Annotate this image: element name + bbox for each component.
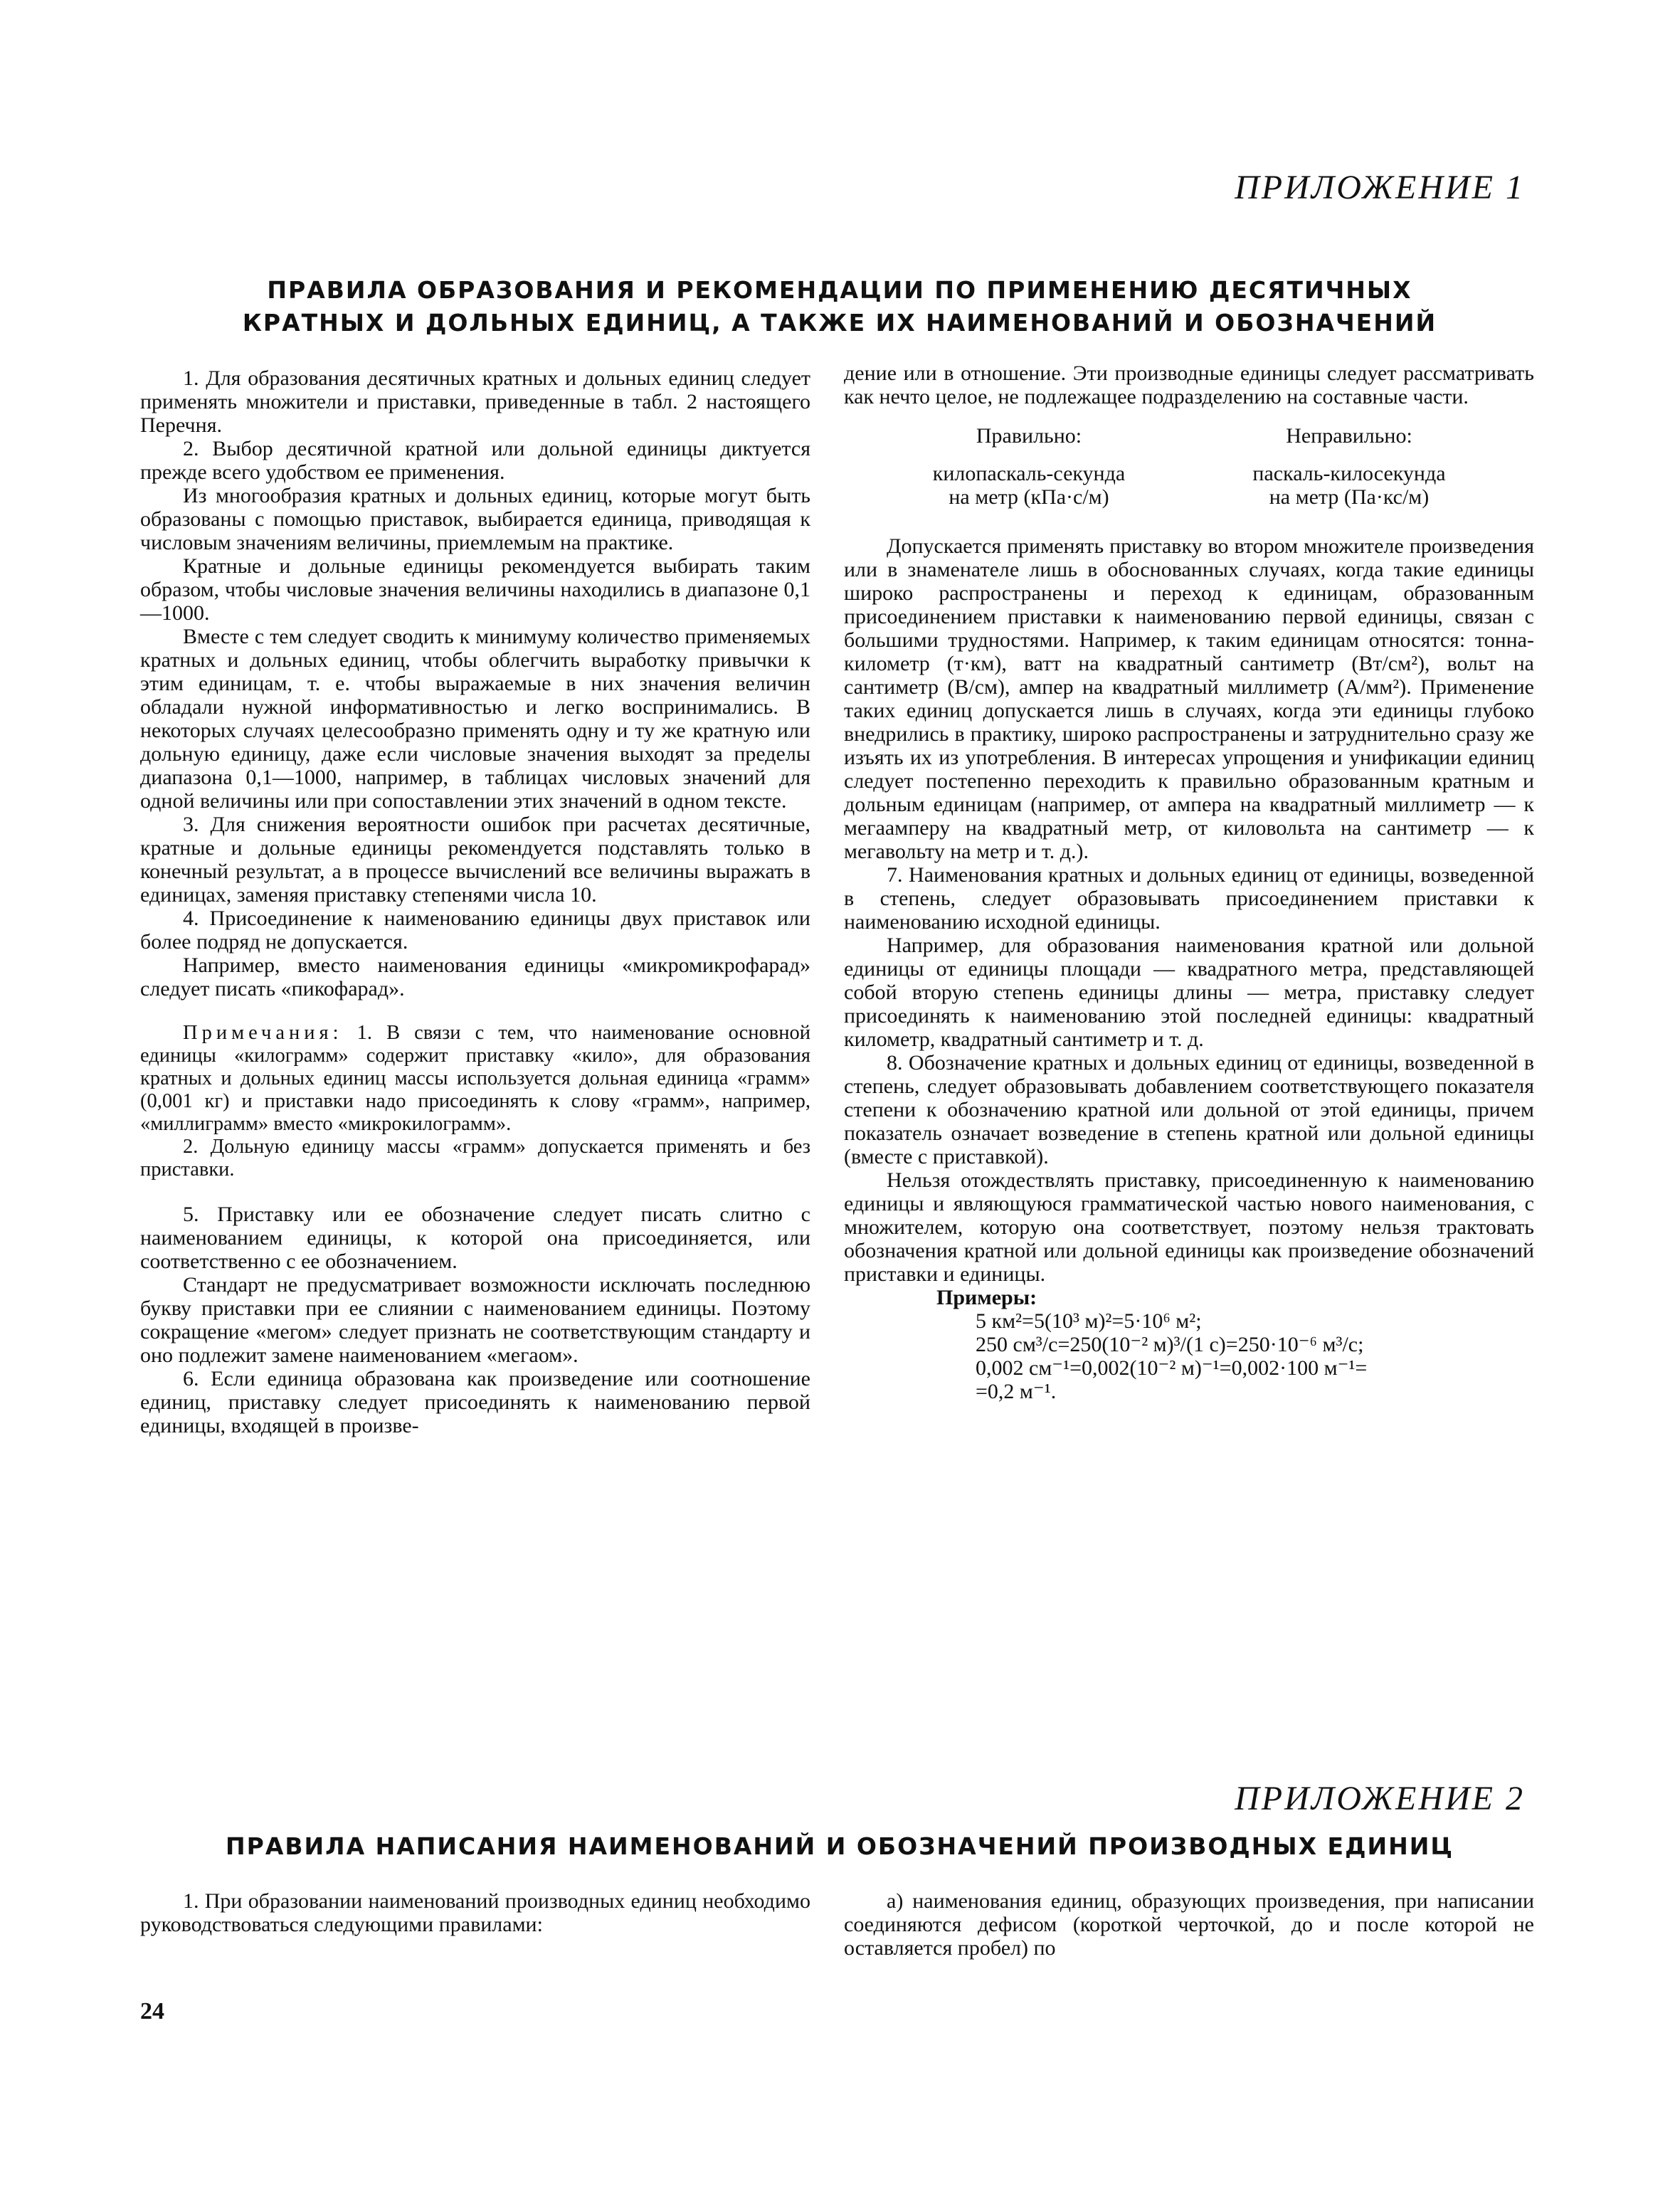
- paragraph: 7. Наименования кратных и дольных единиц от единицы, возведенной в степень, следует образовывать присоединением приставки к наименованию исходной единицы.: [844, 863, 1534, 934]
- notes-label: Примечания:: [183, 1022, 343, 1044]
- paragraph: Например, для образования наименования кратной или дольной единицы от единицы площади — квадратного метра, представляющей собой вторую степень единицы длины — метра, приставку следует присоединять к наименованию этой последней единицы: квадратный километр, квадратный сантиметр и т. д.: [844, 934, 1534, 1051]
- note-1: [140, 1022, 810, 1136]
- paragraph: дение или в отношение. Эти производные единицы следует рассматривать как нечто целое, не подлежащее подразделению на составные части.: [844, 361, 1534, 408]
- example-line: 5 км²=5(10³ м)²=5·10⁶ м²;: [976, 1309, 1202, 1333]
- incorrect-line-2: на метр (Па·кс/м): [1269, 485, 1430, 509]
- paragraph: 8. Обозначение кратных и дольных единиц от единицы, возведенной в степень, следует образовывать добавлением соответствующего показателя степени к обозначению кратной или дольной от этой единицы, причем показатель означает возведение в степень кратной или дольной единицы (вместе с приставкой).: [844, 1051, 1534, 1168]
- right-column: [844, 361, 1534, 1403]
- paragraph: Кратные и дольные единицы рекомендуется выбирать таким образом, чтобы числовые значения величины находились в диапазоне 0,1—1000.: [140, 554, 810, 625]
- incorrect-example: [1193, 424, 1506, 509]
- appendix-1-title-line-1: ПРАВИЛА ОБРАЗОВАНИЯ И РЕКОМЕНДАЦИИ ПО ПРИМЕНЕНИЮ ДЕСЯТИЧНЫХ: [267, 276, 1412, 304]
- appendix-2-left-column: [140, 1889, 810, 1936]
- paragraph: 1. При образовании наименований производных единиц необходимо руководствоваться следующими правилами:: [140, 1889, 810, 1936]
- comparison-block: [872, 424, 1506, 509]
- appendix-1-title-line-2: КРАТНЫХ И ДОЛЬНЫХ ЕДИНИЦ, А ТАКЖЕ ИХ НАИМЕНОВАНИЙ И ОБОЗНАЧЕНИЙ: [242, 309, 1437, 337]
- paragraph: Например, вместо наименования единицы «микромикрофарад» следует писать «пикофарад».: [140, 954, 810, 1000]
- paragraph: 5. Приставку или ее обозначение следует писать слитно с наименованием единицы, к которой она присоединяется, или соответственно с ее обозначением.: [140, 1203, 810, 1273]
- paragraph: 6. Если единица образована как произведение или соотношение единиц, приставку следует присоединять к наименованию первой единицы, входящей в произве-: [140, 1367, 810, 1437]
- left-column: [140, 366, 810, 1437]
- paragraph: Нельзя отождествлять приставку, присоединенную к наименованию единицы и являющуюся грамматической частью нового наименования, с множителем, которую она соответствует, поэтому нельзя трактовать обозначения кратной или дольной единицы как произведение обозначений приставки и единицы.: [844, 1168, 1534, 1286]
- appendix-2-label: ПРИЛОЖЕНИЕ 2: [1235, 1780, 1525, 1817]
- correct-header: Правильно:: [976, 424, 1082, 448]
- incorrect-line-1: паскаль-килосекунда: [1252, 462, 1446, 485]
- appendix-2-right-column: [844, 1889, 1534, 1960]
- example-line: 0,002 см⁻¹=0,002(10⁻² м)⁻¹=0,002·100 м⁻¹=: [976, 1356, 1368, 1380]
- appendix-2-title: ПРАВИЛА НАПИСАНИЯ НАИМЕНОВАНИЙ И ОБОЗНАЧЕНИЙ ПРОИЗВОДНЫХ ЕДИНИЦ: [226, 1832, 1454, 1860]
- paragraph: а) наименования единиц, образующих произведения, при написании соединяются дефисом (короткой черточкой, до и после которой не оставляется пробел) по: [844, 1889, 1534, 1960]
- appendix-1-label: ПРИЛОЖЕНИЕ 1: [1235, 169, 1525, 206]
- example-line: =0,2 м⁻¹.: [976, 1380, 1057, 1403]
- examples-header: Примеры:: [936, 1286, 1037, 1309]
- page-number: 24: [140, 1998, 164, 2024]
- note-2: 2. Дольную единицу массы «грамм» допускается применять и без приставки.: [140, 1136, 810, 1181]
- paragraph: Из многообразия кратных и дольных единиц, которые могут быть образованы с помощью приставок, выбирается единица, приводящая к числовым значениям величины, приемлемым на практике.: [140, 484, 810, 554]
- appendix-1-title: [114, 274, 1565, 339]
- paragraph: 4. Присоединение к наименованию единицы двух приставок или более подряд не допускается.: [140, 907, 810, 954]
- paragraph: Вместе с тем следует сводить к минимуму количество применяемых кратных и дольных единиц, чтобы облегчить выработку привычки к этим единицам, т. е. чтобы выражаемые в них значения величин обладали нужной информативностью и легко воспринимались. В некоторых случаях целесообразно применять одну и ту же кратную или дольную единицу, даже если числовые значения выходят за пределы диапазона 0,1—1000, например, в таблицах числовых значений для одной величины или при сопоставлении этих значений в одном тексте.: [140, 625, 810, 813]
- notes-block: [140, 1022, 810, 1181]
- paragraph: 3. Для снижения вероятности ошибок при расчетах десятичные, кратные и дольные единицы рекомендуется подставлять только в конечный результат, а в процессе вычислений все величины выражать в единицах, заменяя приставку степенями числа 10.: [140, 813, 810, 907]
- paragraph: Допускается применять приставку во втором множителе произведения или в знаменателе лишь в обоснованных случаях, когда такие единицы широко распространены и переход к единицам, образованным присоединением приставки к наименованию первой единицы, связан с большими трудностями. Например, к таким единицам относятся: тонна-километр (т·км), ватт на квадратный сантиметр (Вт/см²), вольт на сантиметр (В/см), ампер на квадратный миллиметр (А/мм²). Применение таких единиц допускается лишь в случаях, когда эти единицы глубоко внедрились в практику, широко распространены и затруднительно сразу же изъять их из употребления. В интересах упрощения и унификации единиц следует постепенно переходить к правильно образованным кратным и дольным единицам (например, от ампера на квадратный миллиметр — к мегаамперу на квадратный метр, от киловольта на сантиметр — к мегавольту на метр и т. д.).: [844, 534, 1534, 863]
- correct-line-1: килопаскаль-секунда: [932, 462, 1126, 485]
- paragraph: 1. Для образования десятичных кратных и дольных единиц следует применять множители и приставки, приведенные в табл. 2 настоящего Перечня.: [140, 366, 810, 437]
- correct-line-2: на метр (кПа·с/м): [949, 485, 1109, 509]
- paragraph: Стандарт не предусматривает возможности исключать последнюю букву приставки при ее слиянии с наименованием единицы. Поэтому сокращение «мегом» следует признать не соответствующим стандарту и оно подлежит замене наименованием «мегаом».: [140, 1273, 810, 1367]
- correct-example: [872, 424, 1185, 509]
- note-1-text: 1. В связи с тем, что наименование основной единицы «килограмм» содержит приставку «кило», для образования кратных и дольных единиц массы используется дольная единица «грамм» (0,001 кг) и приставки надо присоединять к слову «грамм», например, «миллиграмм» вместо «микрокилограмм».: [140, 1022, 810, 1135]
- incorrect-header: Неправильно:: [1286, 424, 1412, 448]
- paragraph: 2. Выбор десятичной кратной или дольной единицы диктуется прежде всего удобством ее применения.: [140, 437, 810, 484]
- example-line: 250 см³/с=250(10⁻² м)³/(1 с)=250·10⁻⁶ м³/с;: [976, 1333, 1364, 1356]
